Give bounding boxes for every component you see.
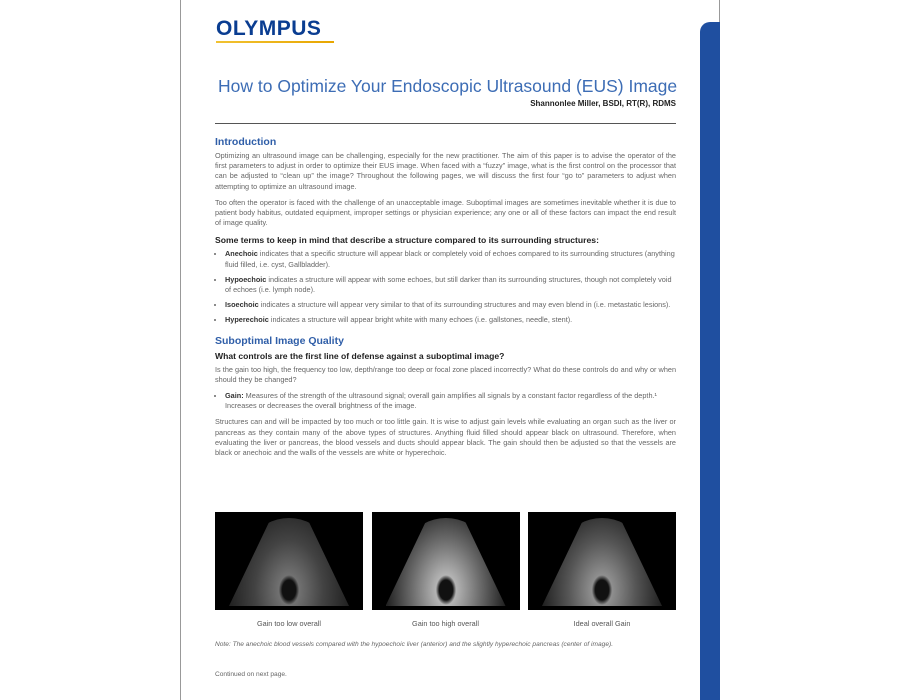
list-item: [225, 249, 676, 269]
ultrasound-image: [372, 512, 520, 610]
figure: [528, 512, 676, 628]
intro-heading: Introduction: [215, 136, 277, 148]
term-text: Measures of the strength of the ultrasound signal; overall gain amplifies all signals by a constant factor regardless of the depth.¹ Increases or decreases the overall brightness of the image.: [225, 391, 657, 411]
term: Isoechoic: [225, 300, 259, 310]
terms-list: [215, 249, 676, 325]
suboptimal-paragraph-2: Structures can and will be impacted by too much or too little gain. It is wise to adjust gain levels while evaluating an organ such as the liver or pancreas as they contain many of the above types of structures. Anything fluid filled should appear black on ultrasound. Therefore, when evaluating the liver or pancreas, the blood vessels and ducts should appear black. The gain should then be adjusted so that the vessels are black or anechoic and the walls of the vessels are white or hyperechoic.: [215, 417, 676, 458]
list-item: [225, 315, 676, 325]
figure-caption: Ideal overall Gain: [573, 619, 631, 628]
ultrasound-image: [528, 512, 676, 610]
gain-list: [215, 391, 676, 411]
side-tab: [700, 22, 720, 700]
term-text: indicates a structure will appear bright white with many echoes (i.e. gallstones, needle, stent).: [268, 315, 573, 325]
list-item: [225, 300, 676, 310]
author: Shannonlee Miller, BSDI, RT(R), RDMS: [530, 99, 676, 108]
divider: [215, 123, 676, 124]
term-text: indicates a structure will appear very similar to that of its surrounding structures and may even blend in (i.e. metastatic lesions).: [258, 300, 671, 310]
suboptimal-subheading: What controls are the first line of defense against a suboptimal image?: [215, 350, 505, 361]
olympus-logo: OLYMPUS: [216, 17, 322, 40]
continued-text: Continued on next page.: [215, 671, 287, 678]
document-title: How to Optimize Your Endoscopic Ultrasound (EUS) Image: [218, 76, 678, 96]
term: Hyperechoic: [225, 315, 269, 325]
intro-paragraph-2: Too often the operator is faced with the challenge of an unacceptable image. Suboptimal images are sometimes inevitable whether it is due to patient body habitus, outdated equipment, improper settings or physician experience; any one or all of these factors can impact the end result of image quality.: [215, 197, 676, 228]
terms-heading: Some terms to keep in mind that describe a structure compared to its surrounding structures:: [215, 235, 599, 246]
list-item: [225, 391, 676, 411]
suboptimal-paragraph-1: Is the gain too high, the frequency too low, depth/range too deep or focal zone placed incorrectly? What do these controls do and why or when should they be changed?: [215, 364, 676, 384]
term-text: indicates that a specific structure will appear black or completely void of echoes compared to its surrounding structures (anything fluid filled, i.e. cyst, Gallbladder).: [225, 249, 675, 269]
figure: [372, 512, 520, 628]
term: Hypoechoic: [225, 274, 267, 284]
figure: [215, 512, 363, 628]
term: Gain:: [225, 391, 244, 401]
ultrasound-image: [215, 512, 363, 610]
ultrasound-figures: [215, 512, 676, 628]
suboptimal-heading: Suboptimal Image Quality: [215, 334, 344, 347]
term: Anechoic: [225, 249, 258, 259]
figure-note: Note: The anechoic blood vessels compared with the hypoechoic liver (anterior) and the slightly hyperechoic pancreas (center of image).: [215, 641, 614, 648]
term-text: indicates a structure will appear with some echoes, but still darker than its surrounding structures, though not completely void of echoes (i.e. lymph node).: [225, 274, 672, 295]
figure-caption: Gain too low overall: [256, 619, 322, 628]
body-content: [215, 136, 676, 464]
logo-underline: [216, 41, 334, 43]
list-item: [225, 275, 676, 295]
intro-paragraph-1: Optimizing an ultrasound image can be challenging, especially for the new practitioner. The aim of this paper is to advise the operator of the first parameters to adjust in order to optimize their EUS image. When faced with a “fuzzy” image, what is the first control on the processor that can be adjusted to “clean up” the image? Throughout the following pages, we will discuss the first four “go to” parameters to adjust when attempting to optimize an ultrasound image.: [215, 151, 676, 191]
figure-caption: Gain too high overall: [412, 619, 479, 628]
